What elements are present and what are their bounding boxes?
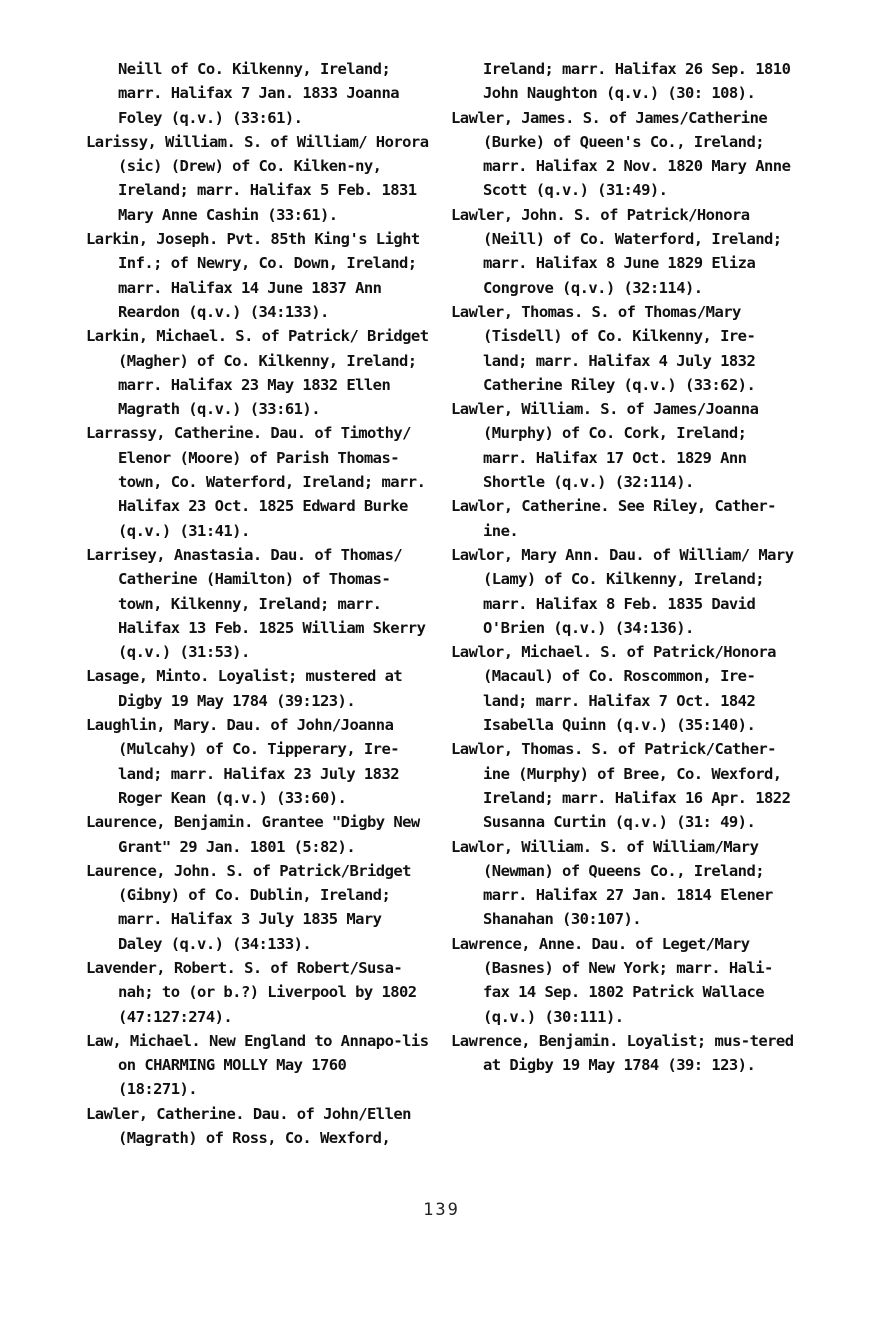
entry: Laughlin, Mary. Dau. of John/Joanna (Mulcahy) of Co. Tipperary, Ire-land; marr. Halifax 23 July 1832 Roger Kean (q.v.) (33:60). <box>86 716 400 807</box>
entry: Lawlor, Catherine. See Riley, Cather-ine. <box>451 497 776 540</box>
entry: Laurence, John. S. of Patrick/Bridget (Gibny) of Co. Dublin, Ireland; marr. Halifax 3 July 1835 Mary Daley (q.v.) (34:133). <box>86 861 411 953</box>
entry: Lawlor, Thomas. S. of Patrick/Cather-ine (Murphy) of Bree, Co. Wexford, Ireland; marr. Halifax 16 Apr. 1822 Susanna Curtin (q.v.) (31: 49). <box>451 740 791 832</box>
entry: Lawler, William. S. of James/Joanna (Murphy) of Co. Cork, Ireland; marr. Halifax 17 Oct. 1829 Ann Shortle (q.v.) (32:114). <box>451 400 759 492</box>
entry: Lawlor, Michael. S. of Patrick/Honora (Macaul) of Co. Roscommon, Ire-land; marr. Halifax 7 Oct. 1842 Isabella Quinn (q.v.) (35:140). <box>451 643 776 735</box>
entry: Law, Michael. New England to Annapo-lis on CHARMING MOLLY May 1760 (18:271). <box>86 1031 429 1099</box>
entry: Ireland; marr. Halifax 26 Sep. 1810 John Naughton (q.v.) (30: 108). <box>483 60 791 103</box>
entry: Larkin, Michael. S. of Patrick/ Bridget (Magher) of Co. Kilkenny, Ireland; marr. Halifax 23 May 1832 Ellen Magrath (q.v.) (33:61). <box>86 327 429 419</box>
entry: Larissy, William. S. of William/ Horora (sic) (Drew) of Co. Kilken-ny, Ireland; marr. Halifax 5 Feb. 1831 Mary Anne Cashin (33:61). <box>86 132 429 224</box>
entry: Lawler, Thomas. S. of Thomas/Mary (Tisdell) of Co. Kilkenny, Ire-land; marr. Halifax 4 July 1832 Catherine Riley (q.v.) (33:62). <box>451 302 756 394</box>
entry: Larkin, Joseph. Pvt. 85th King's Light Inf.; of Newry, Co. Down, Ireland; marr. Halifax 14 June 1837 Ann Reardon (q.v.) (34:133). <box>86 230 420 321</box>
page-number: 139 <box>423 1200 460 1220</box>
entry: Lawler, John. S. of Patrick/Honora (Neill) of Co. Waterford, Ireland; marr. Halifax 8 June 1829 Eliza Congrove (q.v.) (32:114). <box>451 205 782 297</box>
left-column <box>86 57 431 1150</box>
entry: Lawlor, William. S. of William/Mary (Newman) of Queens Co., Ireland; marr. Halifax 27 Jan. 1814 Elener Shanahan (30:107). <box>451 837 773 929</box>
entry: Laurence, Benjamin. Grantee "Digby New Grant" 29 Jan. 1801 (5:82). <box>86 813 420 856</box>
entry: Lawrence, Benjamin. Loyalist; mus-tered at Digby 19 May 1784 (39: 123). <box>451 1031 794 1075</box>
entry: Lawler, Catherine. Dau. of John/Ellen (Magrath) of Ross, Co. Wexford, <box>86 1104 411 1148</box>
entry: Larrisey, Anastasia. Dau. of Thomas/ Catherine (Hamilton) of Thomas-town, Kilkenny, Ireland; marr. Halifax 13 Feb. 1825 William Skerry (q.v.) (31:53). <box>86 545 426 662</box>
right-column <box>451 57 796 1077</box>
entry: Larrassy, Catherine. Dau. of Timothy/ Elenor (Moore) of Parish Thomas-town, Co. Waterford, Ireland; marr. Halifax 23 Oct. 1825 Edward Burke (q.v.) (31:41). <box>86 424 426 540</box>
entry: Lawlor, Mary Ann. Dau. of William/ Mary (Lamy) of Co. Kilkenny, Ireland; marr. Halifax 8 Feb. 1835 David O'Brien (q.v.) (34:136). <box>451 545 794 637</box>
entry: Lavender, Robert. S. of Robert/Susa-nah; to (or b.?) Liverpool by 1802 (47:127:274). <box>86 958 417 1026</box>
entry: Neill of Co. Kilkenny, Ireland; marr. Halifax 7 Jan. 1833 Joanna Foley (q.v.) (33:61). <box>118 60 400 127</box>
entry: Lawler, James. S. of James/Catherine (Burke) of Queen's Co., Ireland; marr. Halifax 2 Nov. 1820 Mary Anne Scott (q.v.) (31:49). <box>451 108 791 200</box>
entry: Lawrence, Anne. Dau. of Leget/Mary (Basnes) of New York; marr. Hali-fax 14 Sep. 1802 Patrick Wallace (q.v.) (30:111). <box>451 934 773 1026</box>
entry: Lasage, Minto. Loyalist; mustered at Digby 19 May 1784 (39:123). <box>86 667 403 710</box>
